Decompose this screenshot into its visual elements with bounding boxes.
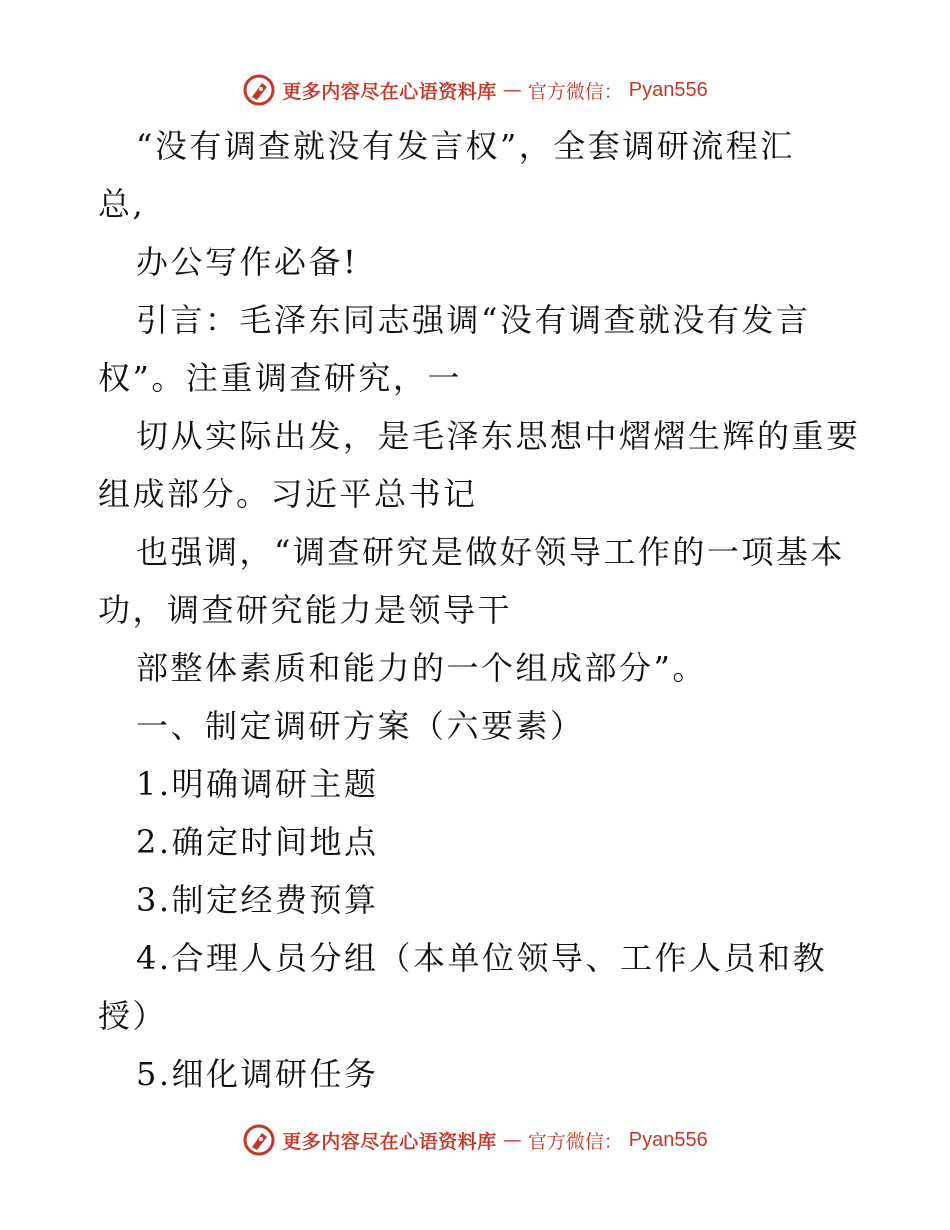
- list-item: 1.明确调研主题: [136, 765, 379, 803]
- section-heading: 一、制定调研方案（六要素）: [136, 707, 585, 745]
- list-item: 2.确定时间地点: [136, 823, 379, 861]
- text-line: 也强调，“调查研究是做好领导工作的一项基本: [136, 533, 845, 571]
- list-item: 5.细化调研任务: [136, 1055, 379, 1093]
- text-line: 权”。注重调查研究，一: [98, 359, 462, 397]
- text-line: 部整体素质和能力的一个组成部分”。: [136, 649, 707, 687]
- banner-text: 更多内容尽在心语资料库: [282, 80, 497, 103]
- banner-wechat-id: Pyan556: [628, 78, 708, 101]
- text-line: “没有调查就没有发言权”，全套调研流程汇: [136, 127, 795, 165]
- banner-wechat-id: Pyan556: [628, 1128, 708, 1151]
- list-item: 3.制定经费预算: [136, 881, 379, 919]
- header-watermark-banner: [0, 70, 950, 110]
- banner-wechat-label: 官方微信：: [527, 80, 623, 103]
- text-line: 引言：毛泽东同志强调“没有调查就没有发言: [136, 301, 811, 339]
- banner-dash: —: [502, 1129, 522, 1151]
- list-item: 4.合理人员分组（本单位领导、工作人员和教: [136, 939, 828, 977]
- banner-dash: —: [502, 79, 522, 101]
- text-line: 切从实际出发，是毛泽东思想中熠熠生辉的重要: [136, 417, 861, 455]
- banner-text: 更多内容尽在心语资料库: [282, 1130, 497, 1153]
- footer-watermark-banner: [0, 1120, 950, 1160]
- pen-nib-logo-icon: [242, 73, 276, 107]
- pen-nib-logo-icon: [242, 1123, 276, 1157]
- list-item-continuation: 授）: [98, 997, 168, 1035]
- banner-wechat-label: 官方微信：: [527, 1130, 623, 1153]
- text-line: 总,: [98, 185, 146, 223]
- text-line: 办公写作必备!: [136, 243, 359, 281]
- text-line: 组成部分。习近平总书记: [98, 475, 478, 513]
- text-line: 功，调查研究能力是领导干: [98, 591, 513, 629]
